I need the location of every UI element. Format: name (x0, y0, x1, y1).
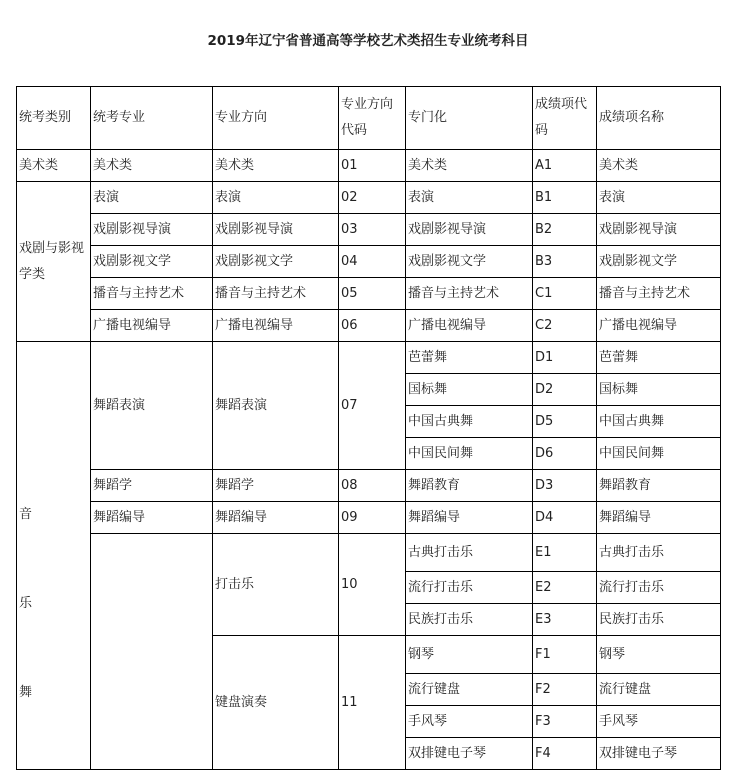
table-row (17, 342, 721, 374)
code-cell: 02 (339, 182, 406, 214)
major-cell: 广播电视编导 (91, 310, 213, 342)
spec-cell: 中国民间舞 (406, 438, 533, 470)
spec-cell: 流行打击乐 (406, 572, 533, 604)
major-cell: 舞蹈编导 (91, 502, 213, 534)
score-code-cell: B3 (533, 246, 597, 278)
score-name-cell: 手风琴 (597, 706, 721, 738)
header-cell: 成绩项代码 (533, 87, 597, 150)
score-code-cell: A1 (533, 150, 597, 182)
score-code-cell: C2 (533, 310, 597, 342)
score-name-cell: 表演 (597, 182, 721, 214)
header-cell: 专门化 (406, 87, 533, 150)
major-cell: 表演 (91, 182, 213, 214)
score-name-cell: 流行打击乐 (597, 572, 721, 604)
spec-cell: 舞蹈教育 (406, 470, 533, 502)
category-cell: 美术类 (17, 150, 91, 182)
header-cell: 专业方向 (213, 87, 339, 150)
table-row (17, 182, 721, 214)
score-name-cell: 播音与主持艺术 (597, 278, 721, 310)
direction-cell: 播音与主持艺术 (213, 278, 339, 310)
spec-cell: 播音与主持艺术 (406, 278, 533, 310)
code-cell: 10 (339, 534, 406, 636)
score-code-cell: F1 (533, 636, 597, 674)
direction-cell: 戏剧影视导演 (213, 214, 339, 246)
spec-cell: 广播电视编导 (406, 310, 533, 342)
spec-cell: 流行键盘 (406, 674, 533, 706)
score-name-cell: 流行键盘 (597, 674, 721, 706)
direction-cell: 表演 (213, 182, 339, 214)
spec-cell: 民族打击乐 (406, 604, 533, 636)
table-row (17, 246, 721, 278)
spec-cell: 表演 (406, 182, 533, 214)
major-cell: 舞蹈表演 (91, 342, 213, 470)
direction-cell: 键盘演奏 (213, 636, 339, 770)
code-cell: 01 (339, 150, 406, 182)
score-name-cell: 美术类 (597, 150, 721, 182)
score-name-cell: 中国古典舞 (597, 406, 721, 438)
score-code-cell: B2 (533, 214, 597, 246)
code-cell: 03 (339, 214, 406, 246)
spec-cell: 戏剧影视导演 (406, 214, 533, 246)
category-char: 乐 (19, 596, 33, 611)
code-cell: 04 (339, 246, 406, 278)
page-title: 2019年辽宁省普通高等学校艺术类招生专业统考科目 (207, 33, 529, 49)
spec-cell: 舞蹈编导 (406, 502, 533, 534)
direction-cell: 舞蹈编导 (213, 502, 339, 534)
direction-cell: 戏剧影视文学 (213, 246, 339, 278)
score-code-cell: E1 (533, 534, 597, 572)
table-row (17, 278, 721, 310)
code-cell: 09 (339, 502, 406, 534)
score-code-cell: E2 (533, 572, 597, 604)
score-code-cell: D5 (533, 406, 597, 438)
score-code-cell: D4 (533, 502, 597, 534)
spec-cell: 中国古典舞 (406, 406, 533, 438)
score-code-cell: F4 (533, 738, 597, 770)
table-row (17, 214, 721, 246)
category-cell: 戏剧与影视学类 (17, 182, 91, 342)
direction-cell: 舞蹈表演 (213, 342, 339, 470)
table-row (17, 470, 721, 502)
direction-cell: 打击乐 (213, 534, 339, 636)
direction-cell: 舞蹈学 (213, 470, 339, 502)
code-cell: 06 (339, 310, 406, 342)
score-name-cell: 古典打击乐 (597, 534, 721, 572)
major-cell-empty (91, 534, 213, 770)
table-header-row (17, 87, 721, 150)
major-cell: 戏剧影视导演 (91, 214, 213, 246)
table-row (17, 150, 721, 182)
major-cell: 舞蹈学 (91, 470, 213, 502)
spec-cell: 戏剧影视文学 (406, 246, 533, 278)
category-char: 音 (19, 507, 33, 522)
table-row (17, 310, 721, 342)
direction-cell: 广播电视编导 (213, 310, 339, 342)
subjects-table (16, 86, 721, 770)
direction-cell: 美术类 (213, 150, 339, 182)
score-name-cell: 民族打击乐 (597, 604, 721, 636)
spec-cell: 美术类 (406, 150, 533, 182)
code-cell: 11 (339, 636, 406, 770)
score-name-cell: 舞蹈教育 (597, 470, 721, 502)
score-name-cell: 中国民间舞 (597, 438, 721, 470)
header-cell: 统考类别 (17, 87, 91, 150)
table-row (17, 534, 721, 572)
score-name-cell: 舞蹈编导 (597, 502, 721, 534)
header-cell: 专业方向代码 (339, 87, 406, 150)
score-code-cell: D3 (533, 470, 597, 502)
major-cell: 美术类 (91, 150, 213, 182)
major-cell: 戏剧影视文学 (91, 246, 213, 278)
spec-cell: 芭蕾舞 (406, 342, 533, 374)
category-cell-music-dance (17, 342, 91, 770)
header-cell: 成绩项名称 (597, 87, 721, 150)
major-cell: 播音与主持艺术 (91, 278, 213, 310)
score-name-cell: 戏剧影视文学 (597, 246, 721, 278)
header-cell: 统考专业 (91, 87, 213, 150)
spec-cell: 钢琴 (406, 636, 533, 674)
spec-cell: 双排键电子琴 (406, 738, 533, 770)
score-code-cell: C1 (533, 278, 597, 310)
spec-cell: 手风琴 (406, 706, 533, 738)
score-code-cell: F2 (533, 674, 597, 706)
code-cell: 05 (339, 278, 406, 310)
score-name-cell: 戏剧影视导演 (597, 214, 721, 246)
code-cell: 07 (339, 342, 406, 470)
score-name-cell: 广播电视编导 (597, 310, 721, 342)
score-code-cell: D1 (533, 342, 597, 374)
code-cell: 08 (339, 470, 406, 502)
score-name-cell: 钢琴 (597, 636, 721, 674)
score-code-cell: E3 (533, 604, 597, 636)
score-name-cell: 双排键电子琴 (597, 738, 721, 770)
score-name-cell: 国标舞 (597, 374, 721, 406)
spec-cell: 国标舞 (406, 374, 533, 406)
score-code-cell: D2 (533, 374, 597, 406)
table-row (17, 502, 721, 534)
score-code-cell: D6 (533, 438, 597, 470)
category-char: 舞 (19, 685, 33, 700)
score-code-cell: B1 (533, 182, 597, 214)
score-name-cell: 芭蕾舞 (597, 342, 721, 374)
spec-cell: 古典打击乐 (406, 534, 533, 572)
score-code-cell: F3 (533, 706, 597, 738)
